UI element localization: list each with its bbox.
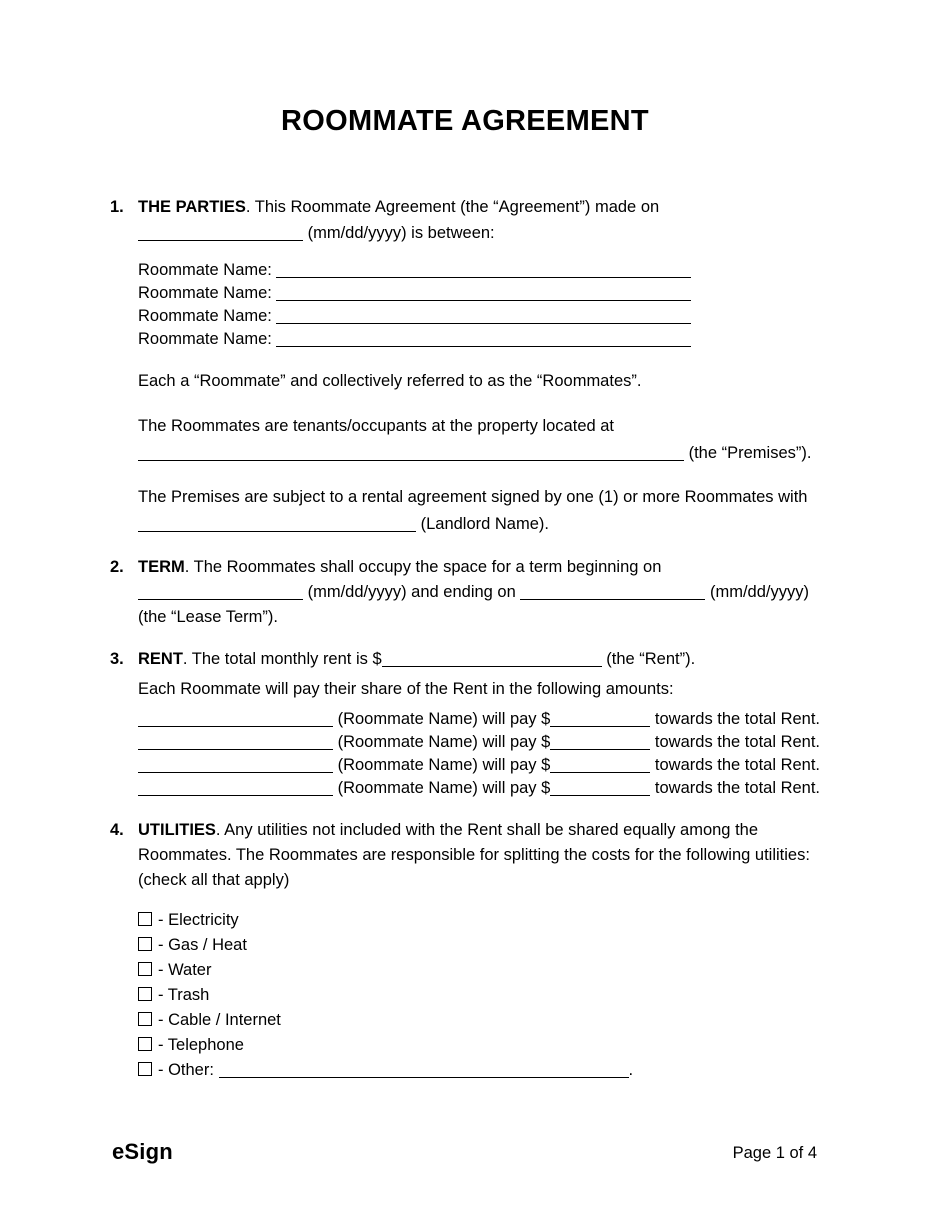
term-end-date-blank[interactable] bbox=[520, 598, 705, 600]
term-intro-text: . The Roommates shall occupy the space for a term beginning on bbox=[184, 558, 662, 576]
rent-share-intro-wrap bbox=[110, 677, 820, 702]
share-amount-blank[interactable] bbox=[550, 771, 650, 773]
roommate-name-blank[interactable] bbox=[276, 276, 691, 278]
document-title: ROOMMATE AGREEMENT bbox=[281, 105, 649, 137]
section-number: 3. bbox=[110, 650, 124, 668]
utilities-intro-line3: (check all that apply) bbox=[138, 871, 290, 889]
share-mid-text: (Roommate Name) will pay $ bbox=[337, 733, 551, 751]
share-amount-blank[interactable] bbox=[550, 748, 650, 750]
parties-intro-suffix: (mm/dd/yyyy) is between: bbox=[307, 224, 495, 242]
roommate-name-label: Roommate Name: bbox=[138, 261, 272, 279]
rent-tail-text: (the “Rent”). bbox=[606, 650, 696, 668]
share-tail-text: towards the total Rent. bbox=[654, 710, 821, 728]
share-mid-text: (Roommate Name) will pay $ bbox=[337, 756, 551, 774]
section-heading: THE PARTIES bbox=[138, 198, 246, 216]
section-parties bbox=[110, 194, 820, 538]
term-tail-text: (mm/dd/yyyy) bbox=[709, 583, 809, 601]
roommate-name-blank[interactable] bbox=[276, 299, 691, 301]
section-heading: UTILITIES bbox=[138, 821, 216, 839]
utility-row-water bbox=[138, 958, 820, 983]
roommate-name-row bbox=[138, 305, 820, 328]
utility-row-gas-heat bbox=[138, 933, 820, 958]
section-heading: RENT bbox=[138, 650, 183, 668]
premises-suffix: (the “Premises”). bbox=[688, 444, 812, 462]
utility-label: - Electricity bbox=[158, 911, 239, 929]
roommate-name-label: Roommate Name: bbox=[138, 284, 272, 302]
utility-label: - Water bbox=[158, 961, 212, 979]
share-tail-text: towards the total Rent. bbox=[654, 733, 821, 751]
checkbox-gas-heat[interactable] bbox=[138, 937, 152, 951]
checkbox-trash[interactable] bbox=[138, 987, 152, 1001]
share-amount-blank[interactable] bbox=[550, 725, 650, 727]
esign-logo: eSign bbox=[112, 1139, 173, 1164]
roommate-name-row bbox=[138, 259, 820, 282]
roommate-name-blank[interactable] bbox=[276, 345, 691, 347]
rent-share-row bbox=[138, 777, 820, 800]
rental-agreement-line: The Premises are subject to a rental agreement signed by one (1) or more Roommates with bbox=[138, 488, 808, 506]
term-mid-text: (mm/dd/yyyy) and ending on bbox=[307, 583, 516, 601]
share-mid-text: (Roommate Name) will pay $ bbox=[337, 710, 551, 728]
utilities-checkbox-list bbox=[110, 908, 820, 1083]
roommate-name-label: Roommate Name: bbox=[138, 307, 272, 325]
share-tail-text: towards the total Rent. bbox=[654, 756, 821, 774]
share-roommate-name-blank[interactable] bbox=[138, 771, 333, 773]
rent-share-intro: Each Roommate will pay their share of the Rent in the following amounts: bbox=[138, 680, 674, 698]
checkbox-telephone[interactable] bbox=[138, 1037, 152, 1051]
roommate-name-list bbox=[138, 259, 820, 351]
lease-term-note: (the “Lease Term”). bbox=[138, 608, 278, 626]
rent-share-list bbox=[110, 708, 820, 800]
utility-row-cable-internet bbox=[138, 1008, 820, 1033]
utilities-intro-line1: . Any utilities not included with the Rent shall be shared equally among the bbox=[215, 821, 759, 839]
utility-other-label: - Other: bbox=[158, 1061, 214, 1079]
utility-row-other bbox=[138, 1058, 820, 1083]
section-number: 1. bbox=[110, 198, 124, 216]
term-start-date-blank[interactable] bbox=[138, 598, 303, 600]
roommate-name-label: Roommate Name: bbox=[138, 330, 272, 348]
rent-amount-blank[interactable] bbox=[382, 665, 602, 667]
utility-other-blank[interactable] bbox=[219, 1076, 629, 1078]
utilities-intro-line2: Roommates. The Roommates are responsible for splitting the costs for the following utilities: bbox=[138, 846, 810, 864]
share-roommate-name-blank[interactable] bbox=[138, 794, 333, 796]
utility-label: - Cable / Internet bbox=[158, 1011, 281, 1029]
rent-intro-text: . The total monthly rent is $ bbox=[182, 650, 382, 668]
roommate-name-blank[interactable] bbox=[276, 322, 691, 324]
parties-intro-text: . This Roommate Agreement (the “Agreement”) made on bbox=[245, 198, 660, 216]
landlord-suffix: (Landlord Name). bbox=[420, 515, 549, 533]
section-rent bbox=[110, 647, 820, 672]
utility-label: - Gas / Heat bbox=[158, 936, 247, 954]
roommate-name-row bbox=[138, 282, 820, 305]
section-number: 4. bbox=[110, 821, 124, 839]
utility-label: - Telephone bbox=[158, 1036, 244, 1054]
utility-row-electricity bbox=[138, 908, 820, 933]
property-address-blank[interactable] bbox=[138, 459, 684, 461]
rent-share-row bbox=[138, 708, 820, 731]
utility-row-trash bbox=[138, 983, 820, 1008]
page-number-label: Page 1 of 4 bbox=[732, 1144, 817, 1162]
utility-other-period: . bbox=[628, 1061, 634, 1079]
roommate-name-row bbox=[138, 328, 820, 351]
utility-row-telephone bbox=[138, 1033, 820, 1058]
rent-share-row bbox=[138, 731, 820, 754]
checkbox-cable-internet[interactable] bbox=[138, 1012, 152, 1026]
checkbox-other[interactable] bbox=[138, 1062, 152, 1076]
landlord-name-blank[interactable] bbox=[138, 530, 416, 532]
share-tail-text: towards the total Rent. bbox=[654, 779, 821, 797]
agreement-date-blank[interactable] bbox=[138, 239, 303, 241]
rent-share-row bbox=[138, 754, 820, 777]
property-line: The Roommates are tenants/occupants at the property located at bbox=[138, 417, 615, 435]
utility-label: - Trash bbox=[158, 986, 210, 1004]
share-roommate-name-blank[interactable] bbox=[138, 725, 333, 727]
share-roommate-name-blank[interactable] bbox=[138, 748, 333, 750]
checkbox-electricity[interactable] bbox=[138, 912, 152, 926]
section-number: 2. bbox=[110, 558, 124, 576]
section-utilities bbox=[110, 818, 820, 893]
section-term bbox=[110, 555, 820, 630]
share-amount-blank[interactable] bbox=[550, 794, 650, 796]
share-mid-text: (Roommate Name) will pay $ bbox=[337, 779, 551, 797]
checkbox-water[interactable] bbox=[138, 962, 152, 976]
section-heading: TERM bbox=[138, 558, 185, 576]
collective-note: Each a “Roommate” and collectively referred to as the “Roommates”. bbox=[138, 372, 642, 390]
